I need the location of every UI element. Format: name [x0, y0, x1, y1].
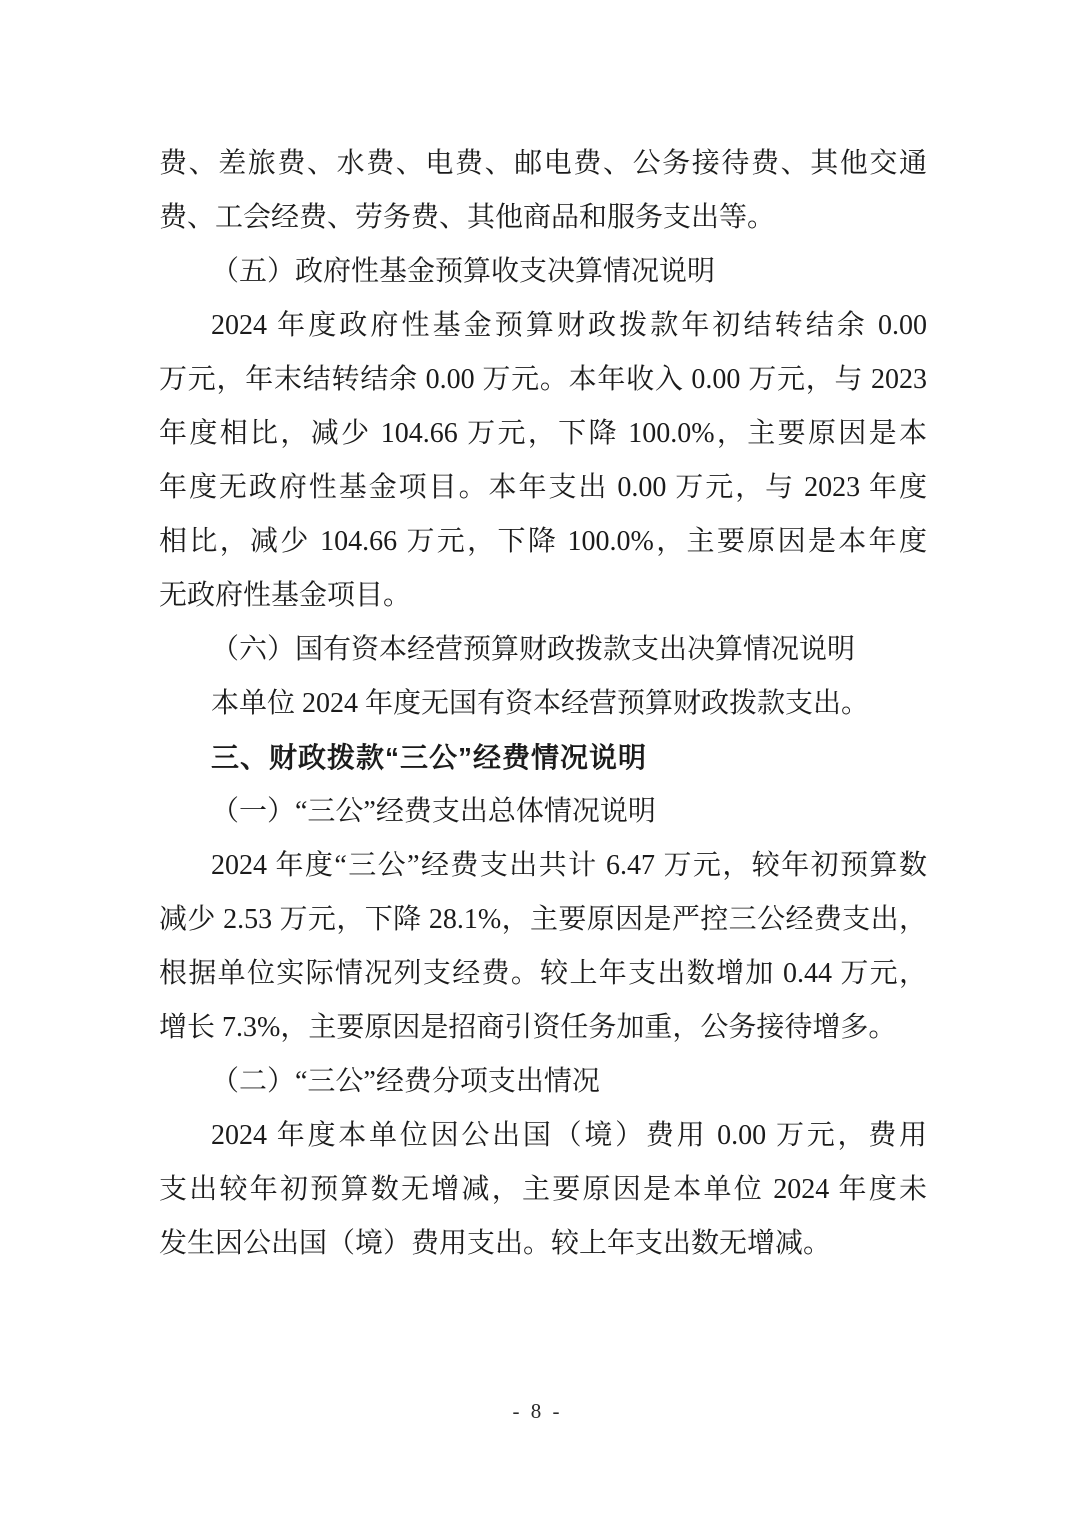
body-line-16: 根据单位实际情况列支经费。较上年支出数增加 0.44 万元， — [159, 958, 927, 989]
body-line-09: 无政府性基金项目。 — [159, 580, 412, 611]
body-line-17: 增长 7.3%，主要原因是招商引资任务加重，公务接待增多。 — [159, 1012, 897, 1043]
body-line-15: 减少 2.53 万元，下降 28.1%，主要原因是严控三公经费支出， — [159, 904, 927, 935]
body-line-02: 费、工会经费、劳务费、其他商品和服务支出等。 — [159, 202, 776, 233]
body-line-05: 万元，年末结转结余 0.00 万元。本年收入 0.00 万元，与 2023 — [159, 364, 927, 395]
body-line-07: 年度无政府性基金项目。本年支出 0.00 万元，与 2023 年度 — [159, 472, 927, 503]
document-body — [159, 137, 927, 1271]
body-line-20: 支出较年初预算数无增减，主要原因是本单位 2024 年度未 — [159, 1174, 927, 1205]
heading-section-3-1: （一）“三公”经费支出总体情况说明 — [211, 796, 656, 827]
heading-part-3: 三、财政拨款“三公”经费情况说明 — [211, 742, 648, 773]
body-line-11: 本单位 2024 年度无国有资本经营预算财政拨款支出。 — [211, 688, 870, 719]
heading-section-3-2: （二）“三公”经费分项支出情况 — [211, 1066, 600, 1097]
body-line-06: 年度相比，减少 104.66 万元，下降 100.0%，主要原因是本 — [159, 418, 927, 449]
body-line-01: 费、差旅费、水费、电费、邮电费、公务接待费、其他交通 — [159, 148, 927, 179]
page-footer — [0, 1399, 1075, 1424]
body-line-04: 2024 年度政府性基金预算财政拨款年初结转结余 0.00 — [211, 310, 927, 341]
body-line-08: 相比，减少 104.66 万元，下降 100.0%，主要原因是本年度 — [159, 526, 927, 557]
body-line-21: 发生因公出国（境）费用支出。较上年支出数无增减。 — [159, 1228, 832, 1259]
page-number: - 8 - — [512, 1399, 563, 1423]
heading-section-6: （六）国有资本经营预算财政拨款支出决算情况说明 — [211, 634, 856, 665]
heading-section-5: （五）政府性基金预算收支决算情况说明 — [211, 256, 716, 287]
body-line-19: 2024 年度本单位因公出国（境）费用 0.00 万元，费用 — [211, 1120, 927, 1151]
body-line-14: 2024 年度“三公”经费支出共计 6.47 万元，较年初预算数 — [211, 850, 927, 881]
